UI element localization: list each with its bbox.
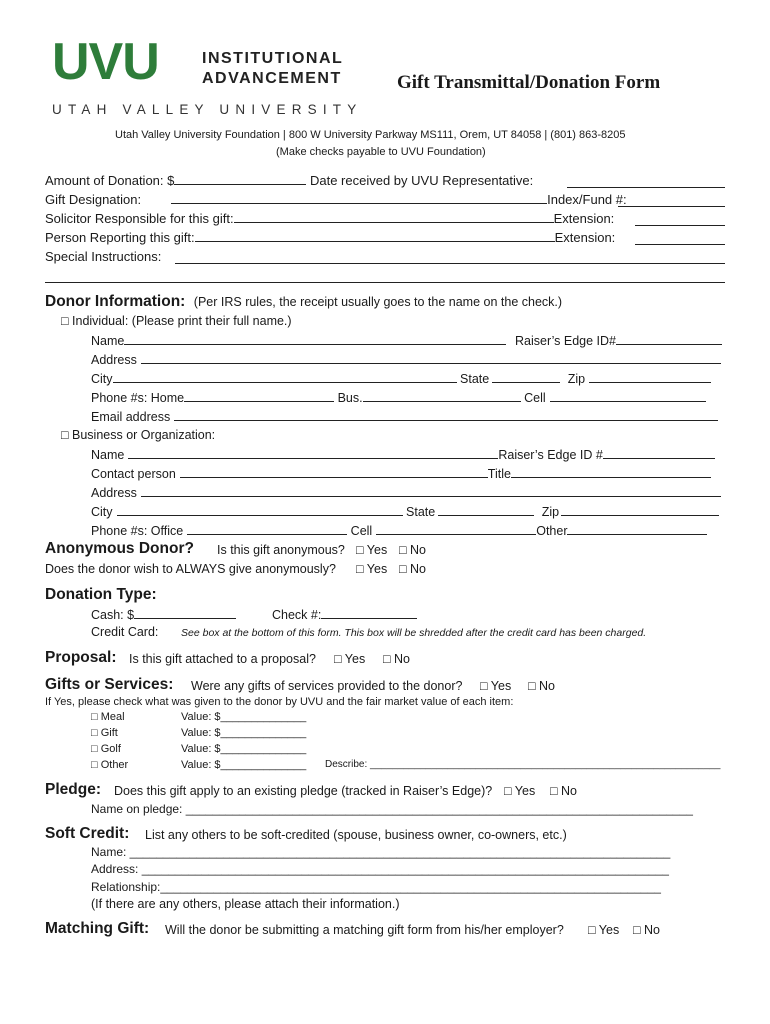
gifts-services-no[interactable]: □ No	[528, 679, 556, 693]
soft-credit-heading: Soft Credit:	[45, 825, 130, 842]
bus-contact-label: Contact person	[91, 467, 176, 481]
gift-item-describe[interactable]: Describe: _______________________________________________________________	[325, 759, 721, 770]
gift-item-golf[interactable]: □ Golf	[91, 743, 121, 755]
ind-name-row	[91, 333, 506, 348]
gift-item-other[interactable]: □ Other	[91, 759, 129, 771]
matching-gift-heading: Matching Gift:	[45, 920, 150, 937]
bus-re-field[interactable]	[603, 447, 715, 459]
bus-contact-field[interactable]	[180, 466, 488, 478]
bus-phone-office-label: Phone #s: Office	[91, 524, 184, 538]
bus-name-label: Name	[91, 448, 125, 462]
bus-title-field[interactable]	[511, 466, 711, 478]
reporting-label: Person Reporting this gift:	[45, 230, 195, 245]
ind-bus-label: Bus.	[337, 391, 363, 405]
checks-note: (Make checks payable to UVU Foundation)	[276, 146, 486, 158]
special-field[interactable]	[175, 252, 725, 264]
bus-other-label: Other	[536, 524, 568, 538]
bus-address-field[interactable]	[141, 485, 721, 497]
donation-type-heading: Donation Type:	[45, 586, 157, 603]
bus-zip-field[interactable]	[561, 504, 719, 516]
ind-cell-label: Cell	[524, 391, 546, 405]
cash-field[interactable]	[134, 607, 236, 619]
gifts-services-heading: Gifts or Services:	[45, 676, 174, 693]
ind-zip-label: Zip	[567, 372, 586, 386]
anonymous-question: Is this gift anonymous?	[217, 543, 345, 557]
proposal-yes[interactable]: □ Yes	[334, 652, 366, 666]
always-anonymous-yes[interactable]: □ Yes	[356, 562, 388, 576]
bus-address-row	[91, 485, 721, 500]
amount-row	[45, 173, 533, 188]
ind-city-row	[91, 371, 711, 386]
gift-item-golf-value[interactable]: Value: $______________	[181, 743, 307, 755]
extension-field[interactable]	[635, 214, 725, 226]
gift-item-gift-value[interactable]: Value: $______________	[181, 727, 307, 739]
donor-note: (Per IRS rules, the receipt usually goes to the name on the check.)	[193, 295, 563, 309]
bus-state-field[interactable]	[438, 504, 534, 516]
bus-city-label: City	[91, 505, 113, 519]
ind-name-field[interactable]	[124, 333, 506, 345]
gift-item-other-value[interactable]: Value: $______________	[181, 759, 307, 771]
bus-city-field[interactable]	[117, 504, 403, 516]
ind-email-row	[91, 409, 718, 424]
form-title: Gift Transmittal/Donation Form	[397, 72, 661, 93]
special-label: Special Instructions:	[45, 249, 162, 264]
special-row	[45, 249, 161, 264]
check-row	[272, 607, 417, 622]
always-anonymous-no[interactable]: □ No	[399, 562, 427, 576]
bus-contact-row	[91, 466, 711, 481]
bus-cell-label: Cell	[350, 524, 373, 538]
ind-zip-field[interactable]	[589, 371, 711, 383]
date-received-field[interactable]	[567, 176, 725, 188]
ind-city-field[interactable]	[113, 371, 457, 383]
amount-field[interactable]	[174, 173, 306, 185]
ind-name-label: Name	[91, 334, 125, 348]
date-received-label: Date received by UVU Representative:	[309, 173, 534, 188]
check-label: Check #:	[272, 608, 322, 622]
pledge-heading: Pledge:	[45, 781, 101, 798]
ind-bus-field[interactable]	[363, 390, 521, 402]
matching-gift-no[interactable]: □ No	[633, 923, 661, 937]
matching-gift-question: Will the donor be submitting a matching gift form from his/her employer?	[165, 923, 564, 937]
pledge-name[interactable]: Name on pledge: ____________________________________________________________________________	[91, 802, 693, 816]
extension2-field[interactable]	[635, 233, 725, 245]
anonymous-yes[interactable]: □ Yes	[356, 543, 388, 557]
uvu-logo	[52, 33, 363, 122]
logo-tagline: UTAH VALLEY UNIVERSITY	[52, 102, 363, 117]
always-anonymous-question: Does the donor wish to ALWAYS give anonymously?	[45, 562, 336, 576]
special-field-line2[interactable]	[45, 282, 725, 283]
cash-label: Cash: $	[91, 608, 135, 622]
logo-letters: UVU	[52, 33, 159, 91]
logo-line2: ADVANCEMENT	[202, 70, 342, 87]
bus-cell-field[interactable]	[376, 523, 536, 535]
ind-re-row	[515, 333, 722, 348]
index-fund-label: Index/Fund #:	[547, 192, 627, 207]
bus-re-label: Raiser’s Edge ID #	[498, 448, 603, 462]
bus-state-label: State	[406, 505, 436, 519]
reporting-row	[45, 230, 615, 245]
bus-name-row	[91, 447, 715, 462]
pledge-no[interactable]: □ No	[550, 784, 578, 798]
donor-heading: Donor Information:	[45, 293, 186, 310]
gift-item-gift[interactable]: □ Gift	[91, 727, 118, 739]
ind-city-label: City	[91, 372, 113, 386]
gift-item-meal-value[interactable]: Value: $______________	[181, 711, 307, 723]
soft-credit-note: List any others to be soft-credited (spouse, business owner, co-owners, etc.)	[145, 828, 567, 842]
address-line: Utah Valley University Foundation | 800 W University Parkway MS111, Orem, UT 84058 | (801) 863-8205	[115, 129, 626, 141]
solicitor-field[interactable]	[234, 211, 554, 223]
designation-row	[45, 192, 627, 207]
proposal-heading: Proposal:	[45, 649, 117, 666]
logo-line1: INSTITUTIONAL	[202, 50, 344, 67]
ind-address-field[interactable]	[141, 352, 721, 364]
gifts-services-ifyes: If Yes, please check what was given to the donor by UVU and the fair market value of each item:	[45, 696, 514, 708]
anonymous-heading: Anonymous Donor?	[45, 540, 194, 557]
reporting-field[interactable]	[195, 230, 555, 242]
solicitor-label: Solicitor Responsible for this gift:	[45, 211, 234, 226]
ind-state-field[interactable]	[492, 371, 560, 383]
bus-phone-office-field[interactable]	[187, 523, 347, 535]
proposal-no[interactable]: □ No	[383, 652, 411, 666]
ind-address-row	[91, 352, 721, 367]
ind-email-field[interactable]	[174, 409, 718, 421]
bus-address-label: Address	[91, 486, 137, 500]
individual-checkbox[interactable]: □ Individual: (Please print their full name.)	[61, 314, 292, 328]
soft-credit-attach: (If there are any others, please attach their information.)	[91, 897, 400, 911]
extension2-label: Extension:	[554, 230, 616, 245]
ind-phone-home-label: Phone #s: Home	[91, 391, 185, 405]
ind-phone-row	[91, 390, 706, 405]
soft-credit-relationship[interactable]: Relationship:___________________________________________________________________________	[91, 880, 661, 894]
amount-label: Amount of Donation: $	[45, 173, 175, 188]
solicitor-row	[45, 211, 614, 226]
designation-label: Gift Designation:	[45, 192, 142, 207]
credit-card-label: Credit Card:	[91, 625, 159, 639]
matching-gift-yes[interactable]: □ Yes	[588, 923, 620, 937]
bus-phone-row	[91, 523, 707, 538]
ind-state-label: State	[460, 372, 490, 386]
cash-row	[91, 607, 236, 622]
business-checkbox[interactable]: □ Business or Organization:	[61, 428, 216, 442]
extension-label: Extension:	[553, 211, 615, 226]
credit-card-note: See box at the bottom of this form. This box will be shredded after the credit card has been charged.	[181, 627, 647, 639]
ind-re-field[interactable]	[616, 333, 722, 345]
soft-credit-address[interactable]: Address: _______________________________________________________________________________	[91, 862, 669, 876]
gift-item-meal[interactable]: □ Meal	[91, 711, 125, 723]
bus-title-label: Title	[487, 467, 511, 481]
anonymous-no[interactable]: □ No	[399, 543, 427, 557]
pledge-question: Does this gift apply to an existing pledge (tracked in Raiser’s Edge)?	[114, 784, 493, 798]
ind-phone-home-field[interactable]	[184, 390, 334, 402]
gifts-services-question: Were any gifts of services provided to the donor?	[191, 679, 463, 693]
gifts-services-yes[interactable]: □ Yes	[480, 679, 512, 693]
index-fund-field[interactable]	[618, 195, 725, 207]
donor-heading-row	[45, 293, 562, 311]
bus-other-field[interactable]	[567, 523, 707, 535]
ind-email-label: Email address	[91, 410, 171, 424]
soft-credit-name[interactable]: Name: _________________________________________________________________________________	[91, 845, 671, 859]
bus-zip-label: Zip	[541, 505, 560, 519]
ind-address-label: Address	[91, 353, 137, 367]
bus-name-field[interactable]	[128, 447, 498, 459]
pledge-yes[interactable]: □ Yes	[504, 784, 536, 798]
bus-city-row	[91, 504, 719, 519]
check-field[interactable]	[321, 607, 417, 619]
ind-cell-field[interactable]	[550, 390, 706, 402]
designation-field[interactable]	[171, 192, 547, 204]
proposal-question: Is this gift attached to a proposal?	[129, 652, 316, 666]
ind-re-label: Raiser’s Edge ID#	[515, 334, 616, 348]
